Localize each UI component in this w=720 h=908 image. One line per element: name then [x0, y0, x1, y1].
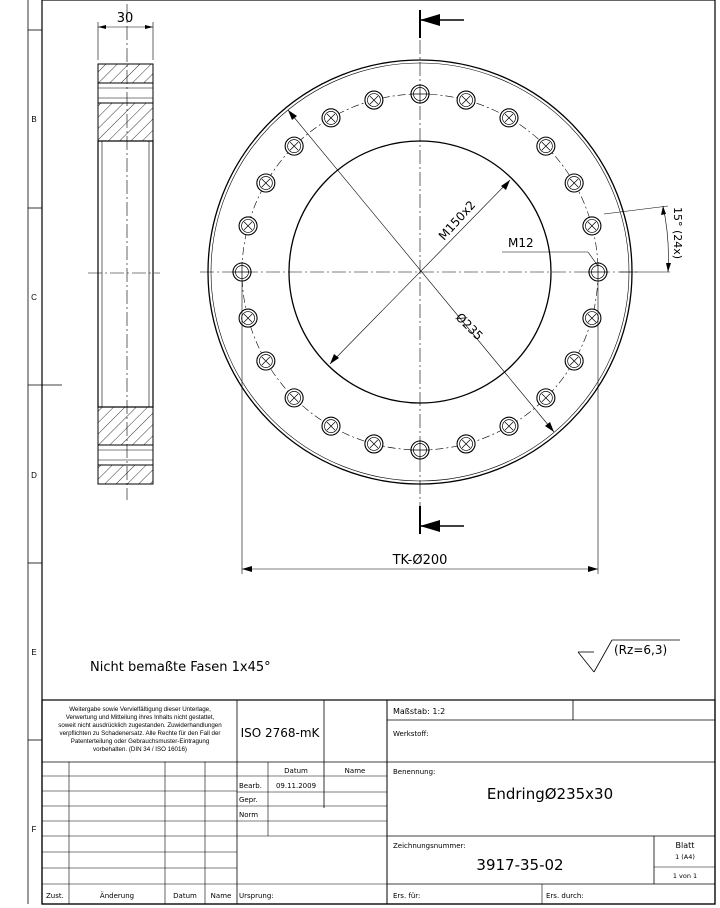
bolt-hole: [410, 440, 430, 460]
thickness-dimension: 30: [116, 11, 134, 26]
designation-label: Benennung:: [393, 768, 436, 776]
bolt-hole: [257, 174, 275, 192]
gepr-label: Gepr.: [239, 796, 258, 804]
zone-label: D: [31, 471, 37, 480]
ers-fuer-label: Ers. für:: [393, 892, 421, 900]
bolt-hole: [322, 109, 340, 127]
bolt-hole: [588, 262, 608, 282]
rev-aenderung: Änderung: [99, 892, 135, 900]
ers-durch-label: Ers. durch:: [546, 892, 584, 900]
drawing-number: 3917-35-02: [476, 856, 564, 874]
bolt-hole: [500, 109, 518, 127]
copyright-line: vorbehalten. (DIN 34 / ISO 16016): [93, 746, 187, 753]
copyright-line: Patenterteilung oder Gebrauchsmuster-Eintragung: [70, 738, 210, 745]
ursprung-label: Ursprung:: [239, 892, 274, 900]
bolt-hole: [565, 174, 583, 192]
title-block-text: [46, 706, 697, 900]
bolt-hole: [537, 137, 555, 155]
side-section-view: [88, 4, 160, 500]
diameter-dimension: Ø235: [452, 310, 486, 344]
bolt-hole: [365, 91, 383, 109]
col-datum: Datum: [284, 767, 308, 775]
bolt-thread-dimension: M12: [508, 236, 534, 250]
sheet-label: Blatt: [675, 841, 695, 850]
rev-datum: Datum: [173, 892, 197, 900]
bolt-hole: [322, 417, 340, 435]
bearb-date: 09.11.2009: [275, 782, 317, 790]
chamfer-note: Nicht bemaßte Fasen 1x45°: [90, 660, 271, 675]
surface-finish-symbol: [578, 640, 680, 672]
surface-roughness-label: (Rz=6,3): [614, 643, 668, 657]
front-view: [200, 10, 684, 574]
sheet-count: 1 von 1: [672, 872, 698, 880]
material-label: Werkstoff:: [393, 730, 429, 738]
sheet-format: 1 (A4): [675, 853, 695, 861]
bolt-hole: [239, 217, 257, 235]
pitch-circle-dimension: TK-Ø200: [392, 553, 448, 568]
tolerance-standard: ISO 2768-mK: [240, 726, 320, 740]
bolt-hole: [285, 389, 303, 407]
angle-dimension: 15° (24x): [671, 207, 684, 260]
drawing-number-label: Zeichnungsnummer:: [393, 842, 466, 850]
zone-label: C: [31, 293, 37, 302]
rev-name: Name: [210, 892, 232, 900]
bearb-label: Bearb.: [239, 782, 262, 790]
bolt-hole: [410, 84, 430, 104]
bolt-hole: [457, 435, 475, 453]
bolt-hole: [457, 91, 475, 109]
rev-zust: Zust.: [46, 892, 64, 900]
scale-label: Maßstab: 1:2: [393, 707, 446, 716]
bolt-hole: [500, 417, 518, 435]
norm-label: Norm: [239, 811, 259, 819]
col-name: Name: [344, 767, 366, 775]
bolt-hole: [365, 435, 383, 453]
bolt-hole: [565, 352, 583, 370]
copyright-line: Verwertung und Mitteilung ihres Inhalts nicht gestattet,: [65, 714, 215, 721]
zone-label: B: [31, 115, 37, 124]
bolt-hole: [232, 262, 252, 282]
bolt-hole: [285, 137, 303, 155]
bolt-hole: [583, 217, 601, 235]
thread-dimension: M150x2: [435, 197, 479, 244]
copyright-line: Weitergabe sowie Vervielfältigung dieser Unterlage,: [69, 706, 211, 713]
copyright-line: verpflichten zu Schadenersatz. Alle Rechte für den Fall der: [59, 730, 221, 737]
zone-label: F: [31, 825, 37, 834]
bolt-hole: [537, 389, 555, 407]
zone-label: E: [31, 648, 37, 657]
bolt-hole: [257, 352, 275, 370]
designation: EndringØ235x30: [486, 785, 614, 803]
copyright-line: soweit nicht ausdrücklich zugestanden. Zuwiderhandlungen: [58, 722, 222, 729]
